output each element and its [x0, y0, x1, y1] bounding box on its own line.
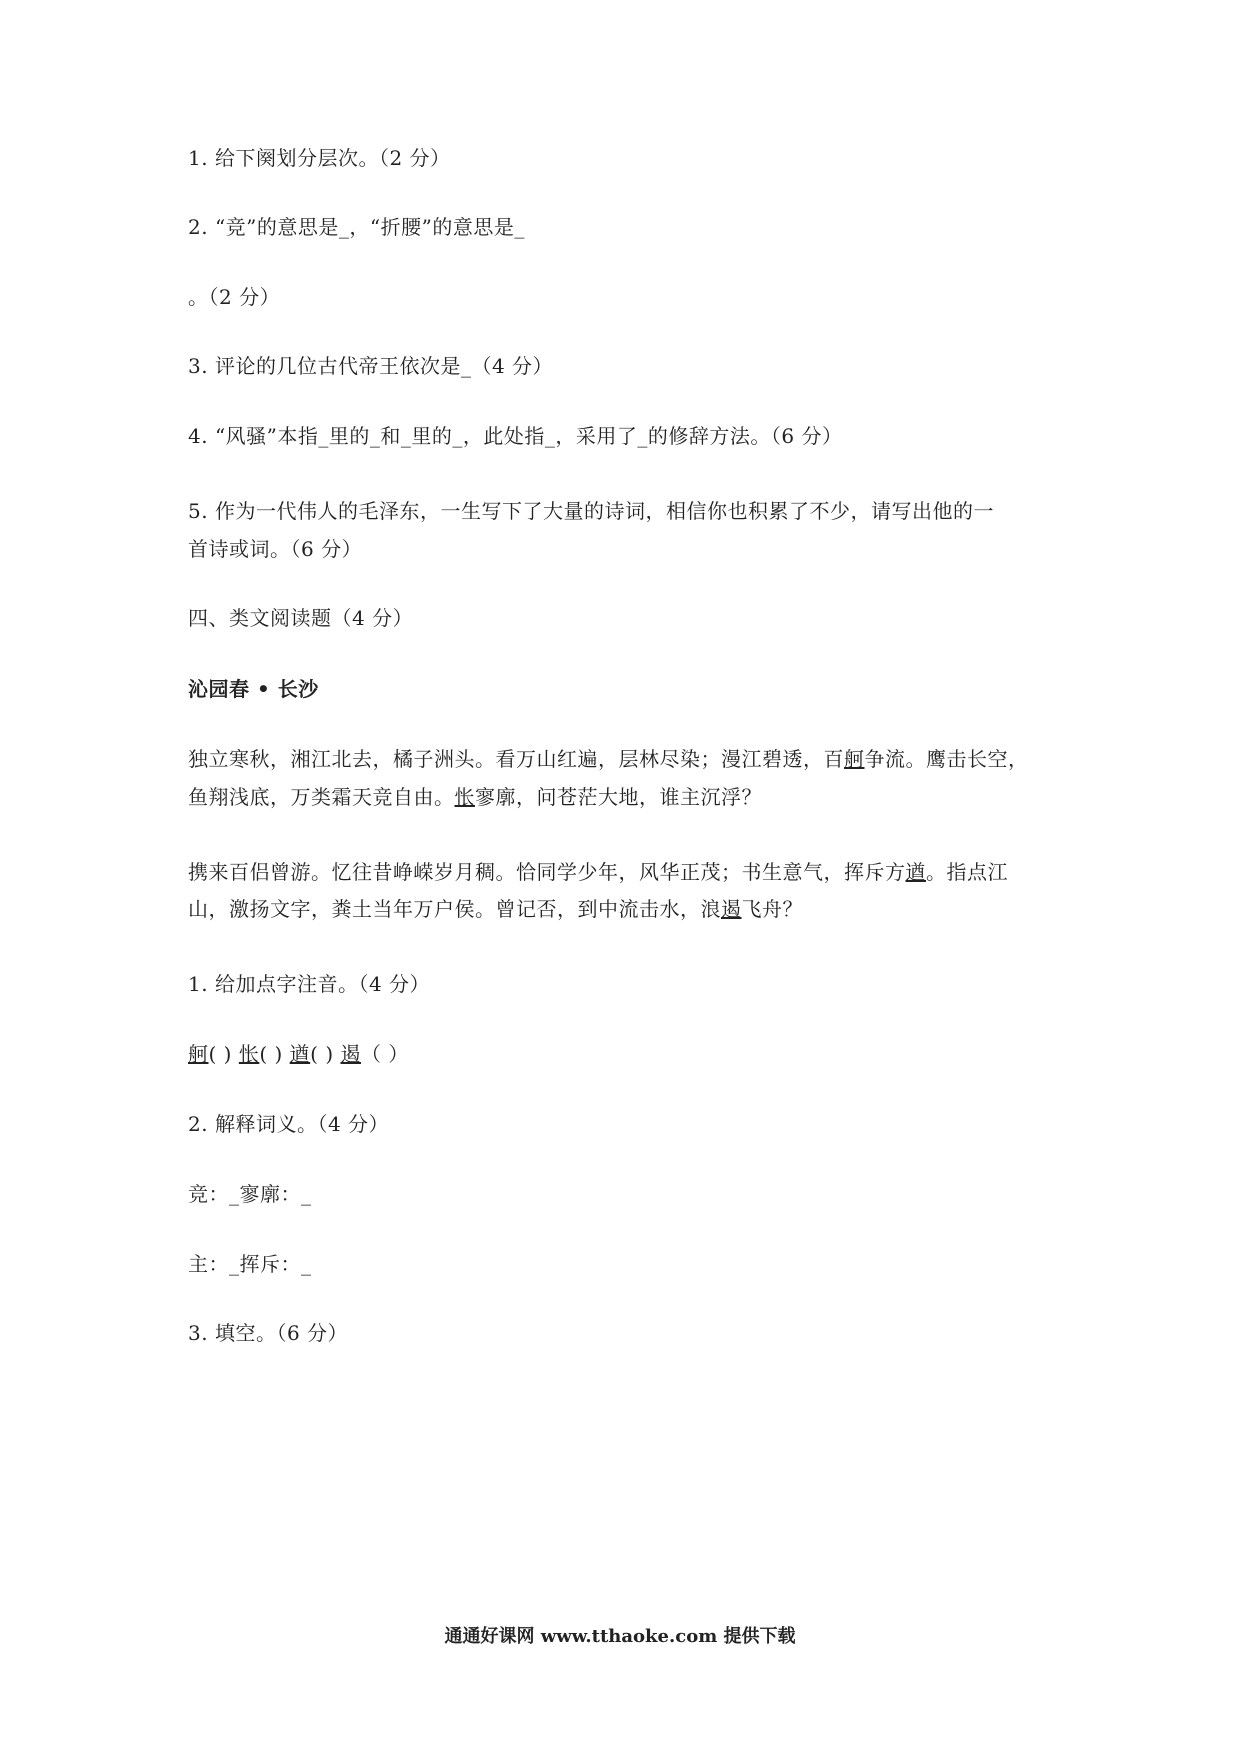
question-3-1: 1. 给下阕划分层次。（2 分） [188, 146, 451, 170]
question-3-2-cont: 。（2 分） [188, 285, 281, 309]
question-4-2: 2. 解释词义。（4 分） [188, 1112, 390, 1136]
question-3-4: 4. “风骚”本指_里的_和_里的_，此处指_，采用了_的修辞方法。（6 分） [188, 424, 843, 448]
question-4-1: 1. 给加点字注音。（4 分） [188, 972, 431, 996]
poem-stanza2-line2: 山，激扬文字，粪土当年万户侯。曾记否，到中流击水，浪遏飞舟？ [188, 897, 803, 921]
question-3-3: 3. 评论的几位古代帝王依次是_（4 分） [188, 354, 554, 378]
dotted-char: 舸 [188, 1042, 209, 1066]
question-4-3: 3. 填空。（6 分） [188, 1321, 349, 1345]
dotted-char: 怅 [238, 1042, 260, 1066]
definition-line-2: 主：_挥斥：_ [188, 1252, 312, 1276]
dotted-char: 怅 [454, 785, 475, 809]
poem-stanza1-line2: 鱼翔浅底，万类霜天竞自由。怅寥廓，问苍茫大地，谁主沉浮？ [188, 785, 762, 809]
question-3-2: 2. “竞”的意思是_，“折腰”的意思是_ [188, 215, 525, 239]
question-3-5: 5. 作为一代伟人的毛泽东，一生写下了大量的诗词，相信你也积累了不少，请写出他的一 [188, 499, 994, 523]
dotted-char: 遒 [905, 860, 926, 884]
definition-line-1: 竞：_寥廓：_ [188, 1182, 312, 1206]
section-4-heading: 四、类文阅读题（4 分） [188, 606, 414, 630]
dotted-char: 遒 [289, 1042, 311, 1066]
question-3-5-cont: 首诗或词。（6 分） [188, 537, 363, 561]
footer-credit: 通通好课网 www.tthaoke.com 提供下载 [444, 1626, 796, 1647]
pinyin-blanks: 舸( ) 怅( ) 遒( ) 遏（ ） [188, 1042, 409, 1066]
dotted-char: 遏 [721, 897, 742, 921]
poem-stanza1-line1: 独立寒秋，湘江北去，橘子洲头。看万山红遍，层林尽染；漫江碧透，百舸争流。鹰击长空， [188, 747, 1029, 771]
poem-title: 沁园春 • 长沙 [188, 677, 319, 701]
dotted-char: 舸 [844, 747, 865, 771]
poem-stanza2-line1: 携来百侣曾游。忆往昔峥嵘岁月稠。恰同学少年，风华正茂；书生意气，挥斥方遒。指点江 [188, 860, 1008, 884]
dotted-char: 遏 [340, 1042, 361, 1066]
